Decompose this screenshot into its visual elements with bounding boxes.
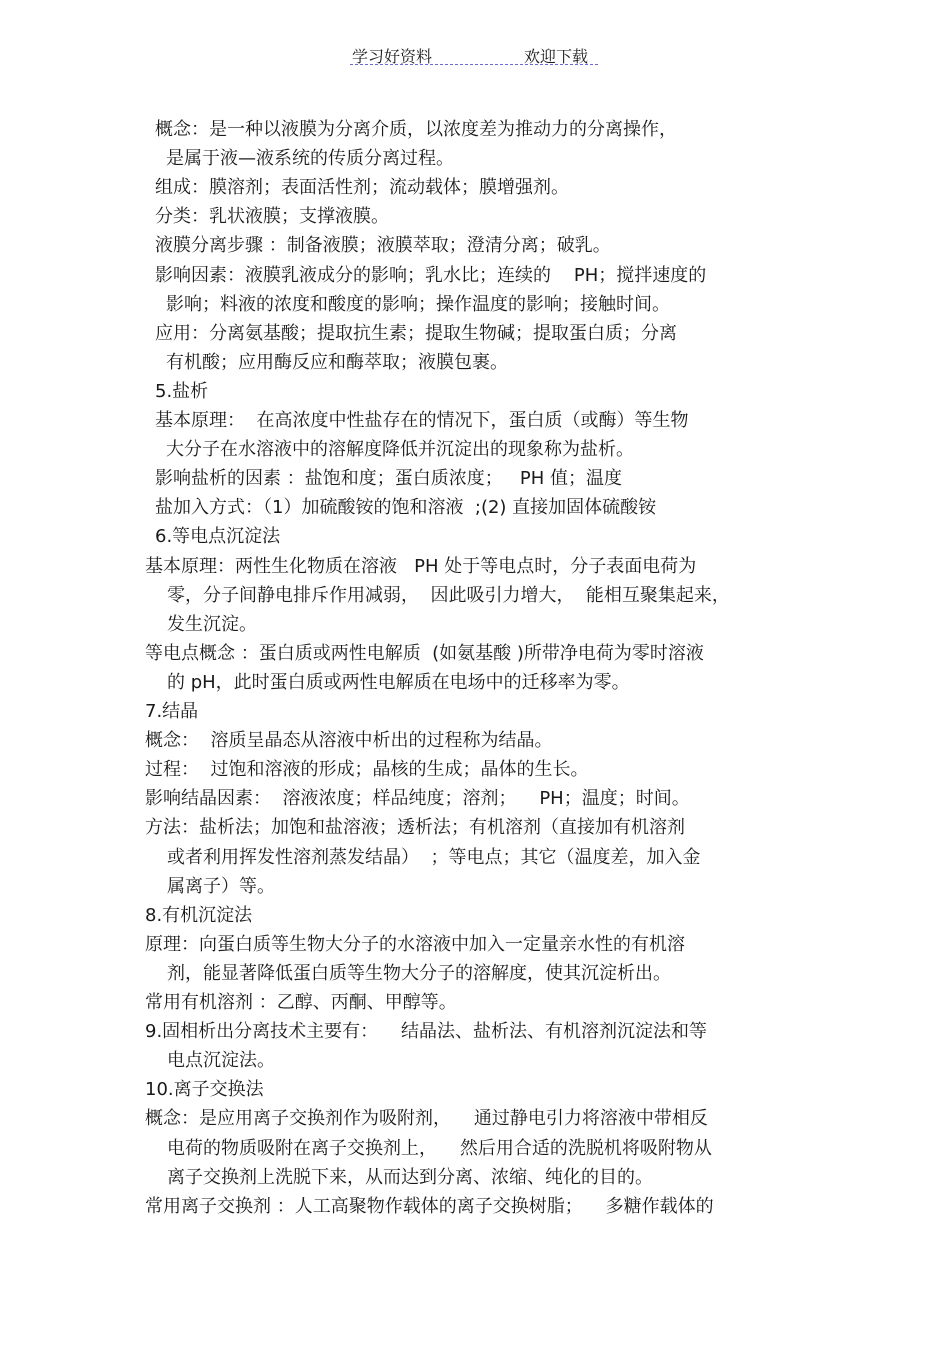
text-line: 电点沉淀法。 — [167, 1050, 275, 1072]
text-line: 9.固相析出分离技术主要有： 结晶法、盐析法、有机溶剂沉淀法和等 — [145, 1021, 708, 1043]
text-line: 或者利用挥发性溶剂蒸发结晶） ；等电点；其它（温度差，加入金 — [167, 846, 701, 868]
text-line: 组成：膜溶剂；表面活性剂；流动载体；膜增强剂。 — [155, 177, 569, 199]
text-line: 基本原理：两性生化物质在溶液 PH 处于等电点时，分子表面电荷为 — [145, 555, 697, 577]
text-line: 常用有机溶剂 ：乙醇、丙酮、甲醇等。 — [145, 992, 457, 1013]
text-line: 常用离子交换剂 ：人工高聚物作载体的离子交换树脂； 多糖作载体的 — [145, 1195, 714, 1217]
text-line: 零，分子间静电排斥作用减弱， 因此吸引力增大， 能相互聚集起来， — [167, 584, 730, 606]
text-line: 离子交换剂上洗脱下来，从而达到分离、浓缩、纯化的目的。 — [167, 1166, 653, 1188]
text-line: 盐加入方式：（1）加硫酸铵的饱和溶液 ;(2) 直接加固体硫酸铵 — [155, 497, 657, 519]
text-line: 影响盐析的因素 ：盐饱和度；蛋白质浓度； PH 值；温度 — [155, 468, 622, 490]
text-line: 10.离子交换法 — [145, 1079, 264, 1101]
text-line: 过程： 过饱和溶液的形成；晶核的生成；晶体的生长。 — [145, 759, 589, 781]
text-line: 分类：乳状液膜；支撑液膜。 — [155, 206, 389, 228]
text-line: 影响结晶因素： 溶液浓度；样品纯度；溶剂； PH；温度；时间。 — [145, 788, 690, 810]
text-line: 大分子在水溶液中的溶解度降低并沉淀出的现象称为盐析。 — [166, 439, 634, 461]
header-left-text: 学习好资料 — [352, 47, 433, 66]
text-line: 电荷的物质吸附在离子交换剂上， 然后用合适的洗脱机将吸附物从 — [167, 1137, 712, 1159]
text-line: 基本原理： 在高浓度中性盐存在的情况下，蛋白质（或酶）等生物 — [155, 410, 689, 431]
text-line: 液膜分离步骤 ：制备液膜；液膜萃取；澄清分离；破乳。 — [155, 235, 611, 257]
text-line: 是属于液—液系统的传质分离过程。 — [166, 148, 454, 170]
text-line: 影响因素：液膜乳液成分的影响；乳水比；连续的 PH；搅拌速度的 — [155, 264, 707, 286]
text-line: 5.盐析 — [155, 380, 209, 402]
text-line: 属离子）等。 — [167, 875, 275, 897]
text-line: 剂，能显著降低蛋白质等生物大分子的溶解度，使其沉淀析出。 — [167, 962, 671, 984]
text-line: 概念：是应用离子交换剂作为吸附剂， 通过静电引力将溶液中带相反 — [145, 1108, 708, 1130]
text-line: 的 pH，此时蛋白质或两性电解质在电场中的迁移率为零。 — [167, 671, 630, 693]
text-line: 发生沉淀。 — [167, 613, 257, 635]
text-line: 8.有机沉淀法 — [145, 904, 253, 926]
text-line: 概念： 溶质呈晶态从溶液中析出的过程称为结晶。 — [145, 730, 553, 752]
text-line: 原理：向蛋白质等生物大分子的水溶液中加入一定量亲水性的有机溶 — [145, 933, 685, 955]
text-line: 应用：分离氨基酸；提取抗生素；提取生物碱；提取蛋白质；分离 — [155, 322, 677, 344]
text-line: 6.等电点沉淀法 — [155, 526, 281, 548]
text-line: 等电点概念 ：蛋白质或两性电解质 (如氨基酸 )所带净电荷为零时溶液 — [145, 642, 704, 664]
text-line: 概念：是一种以液膜为分离介质，以浓度差为推动力的分离操作， — [155, 119, 677, 140]
text-line: 方法：盐析法；加饱和盐溶液；透析法；有机溶剂（直接加有机溶剂 — [145, 817, 685, 839]
text-line: 7.结晶 — [145, 701, 199, 722]
header-dashed-rule — [350, 64, 598, 65]
header-right-text: 欢迎下载 — [524, 47, 589, 66]
text-line: 有机酸；应用酶反应和酶萃取；液膜包裹。 — [166, 351, 508, 373]
text-line: 影响；料液的浓度和酸度的影响；操作温度的影响；接触时间。 — [166, 293, 670, 315]
page-header — [0, 40, 950, 70]
